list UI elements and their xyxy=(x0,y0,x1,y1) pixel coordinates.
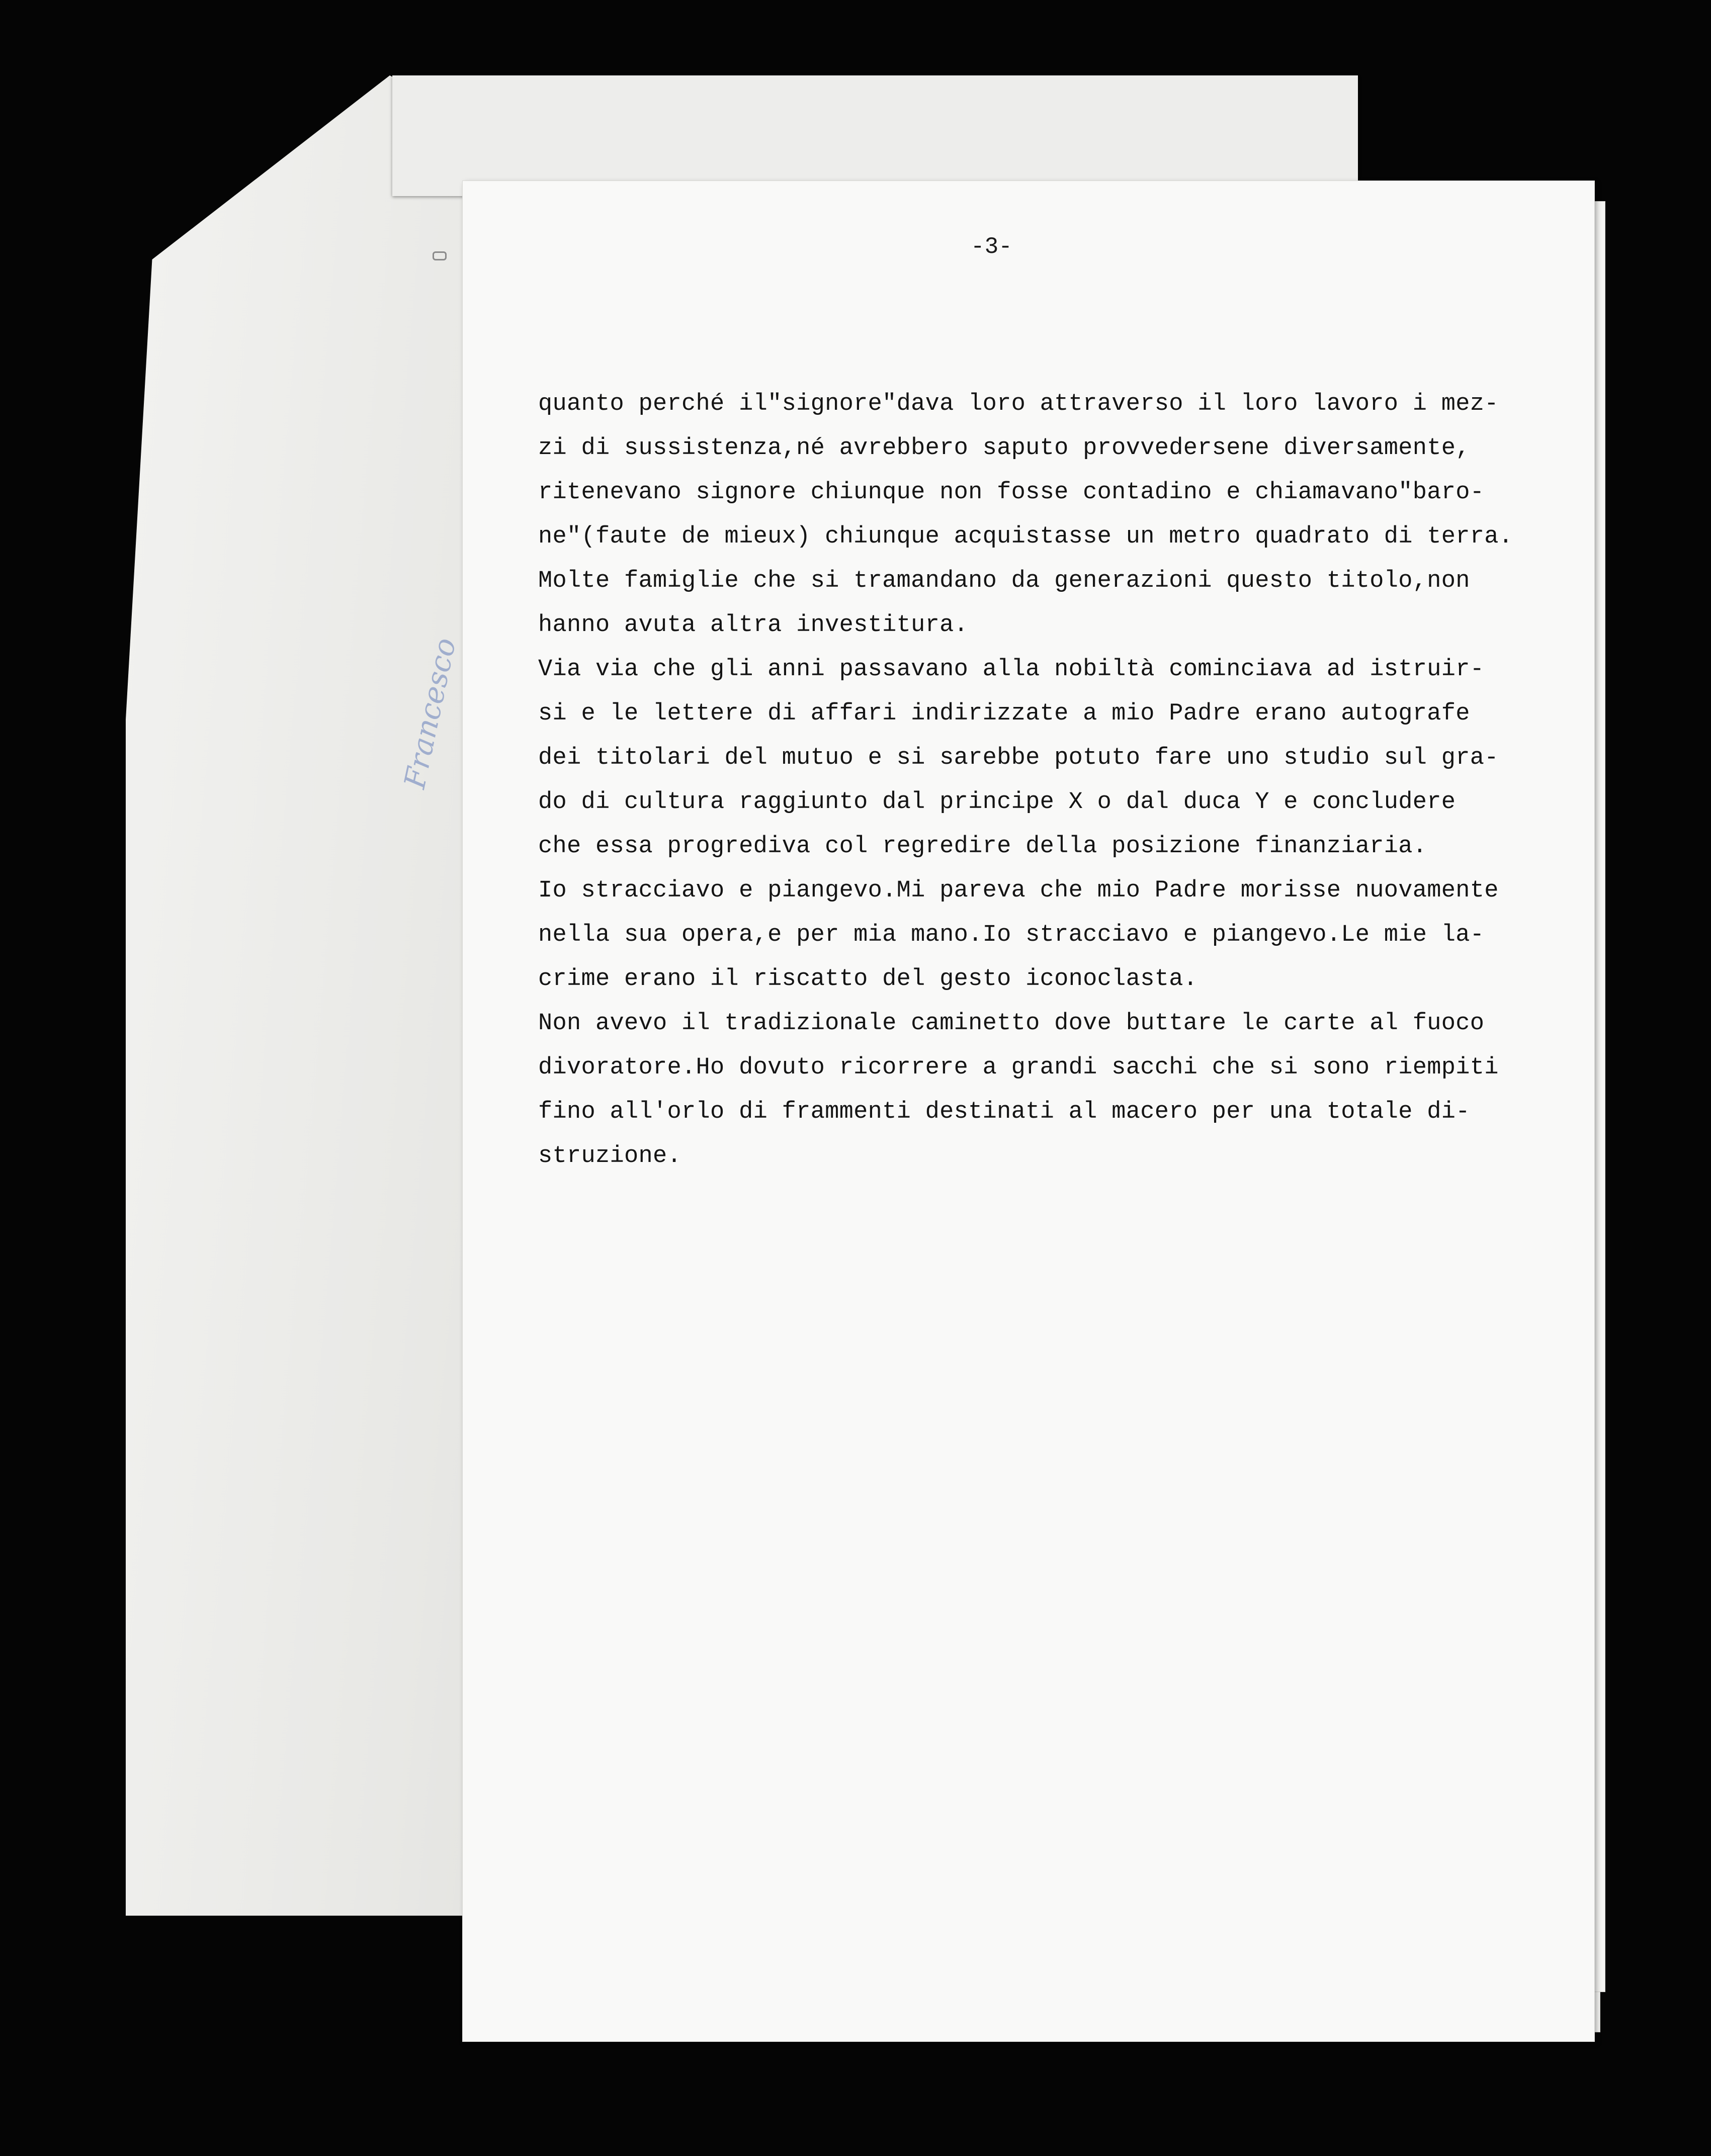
text-line: Molte famiglie che si tramandano da generazioni questo titolo,non xyxy=(538,568,1470,594)
handwritten-margin-note: Francesco xyxy=(397,635,463,792)
text-line: divoratore.Ho dovuto ricorrere a grandi sacchi che si sono riempiti xyxy=(538,1054,1499,1081)
text-line: che essa progrediva col regredire della posizione finanziaria. xyxy=(538,833,1427,860)
page-body-text xyxy=(538,382,1574,1179)
text-line: zi di sussistenza,né avrebbero saputo provvedersene diversamente, xyxy=(538,435,1470,462)
typewritten-page xyxy=(463,181,1594,2041)
text-line: quanto perché il"signore"dava loro attraverso il loro lavoro i mez- xyxy=(538,391,1499,417)
text-line: Non avevo il tradizionale caminetto dove buttare le carte al fuoco xyxy=(538,1010,1485,1037)
text-line: nella sua opera,e per mia mano.Io stracciavo e piangevo.Le mie la- xyxy=(538,922,1485,948)
text-line: fino all'orlo di frammenti destinati al macero per una totale di- xyxy=(538,1099,1470,1125)
text-line: Via via che gli anni passavano alla nobiltà cominciava ad istruir- xyxy=(538,656,1485,683)
text-line: do di cultura raggiunto dal principe X o dal duca Y e concludere xyxy=(538,789,1456,816)
text-line: si e le lettere di affari indirizzate a mio Padre erano autografe xyxy=(538,700,1470,727)
text-line: ne"(faute de mieux) chiunque acquistasse un metro quadrato di terra. xyxy=(538,523,1513,550)
text-line: dei titolari del mutuo e si sarebbe potuto fare uno studio sul gra- xyxy=(538,745,1499,771)
text-line: struzione. xyxy=(538,1143,682,1170)
text-line: ritenevano signore chiunque non fosse contadino e chiamavano"baro- xyxy=(538,479,1485,506)
text-line: hanno avuta altra investitura. xyxy=(538,612,969,639)
back-sheet-top xyxy=(392,75,1358,196)
staple-mark xyxy=(433,251,447,260)
text-line: crime erano il riscatto del gesto iconoclasta. xyxy=(538,966,1198,993)
text-line: Io stracciavo e piangevo.Mi pareva che mio Padre morisse nuovamente xyxy=(538,877,1499,904)
page-number: -3- xyxy=(971,234,1012,260)
